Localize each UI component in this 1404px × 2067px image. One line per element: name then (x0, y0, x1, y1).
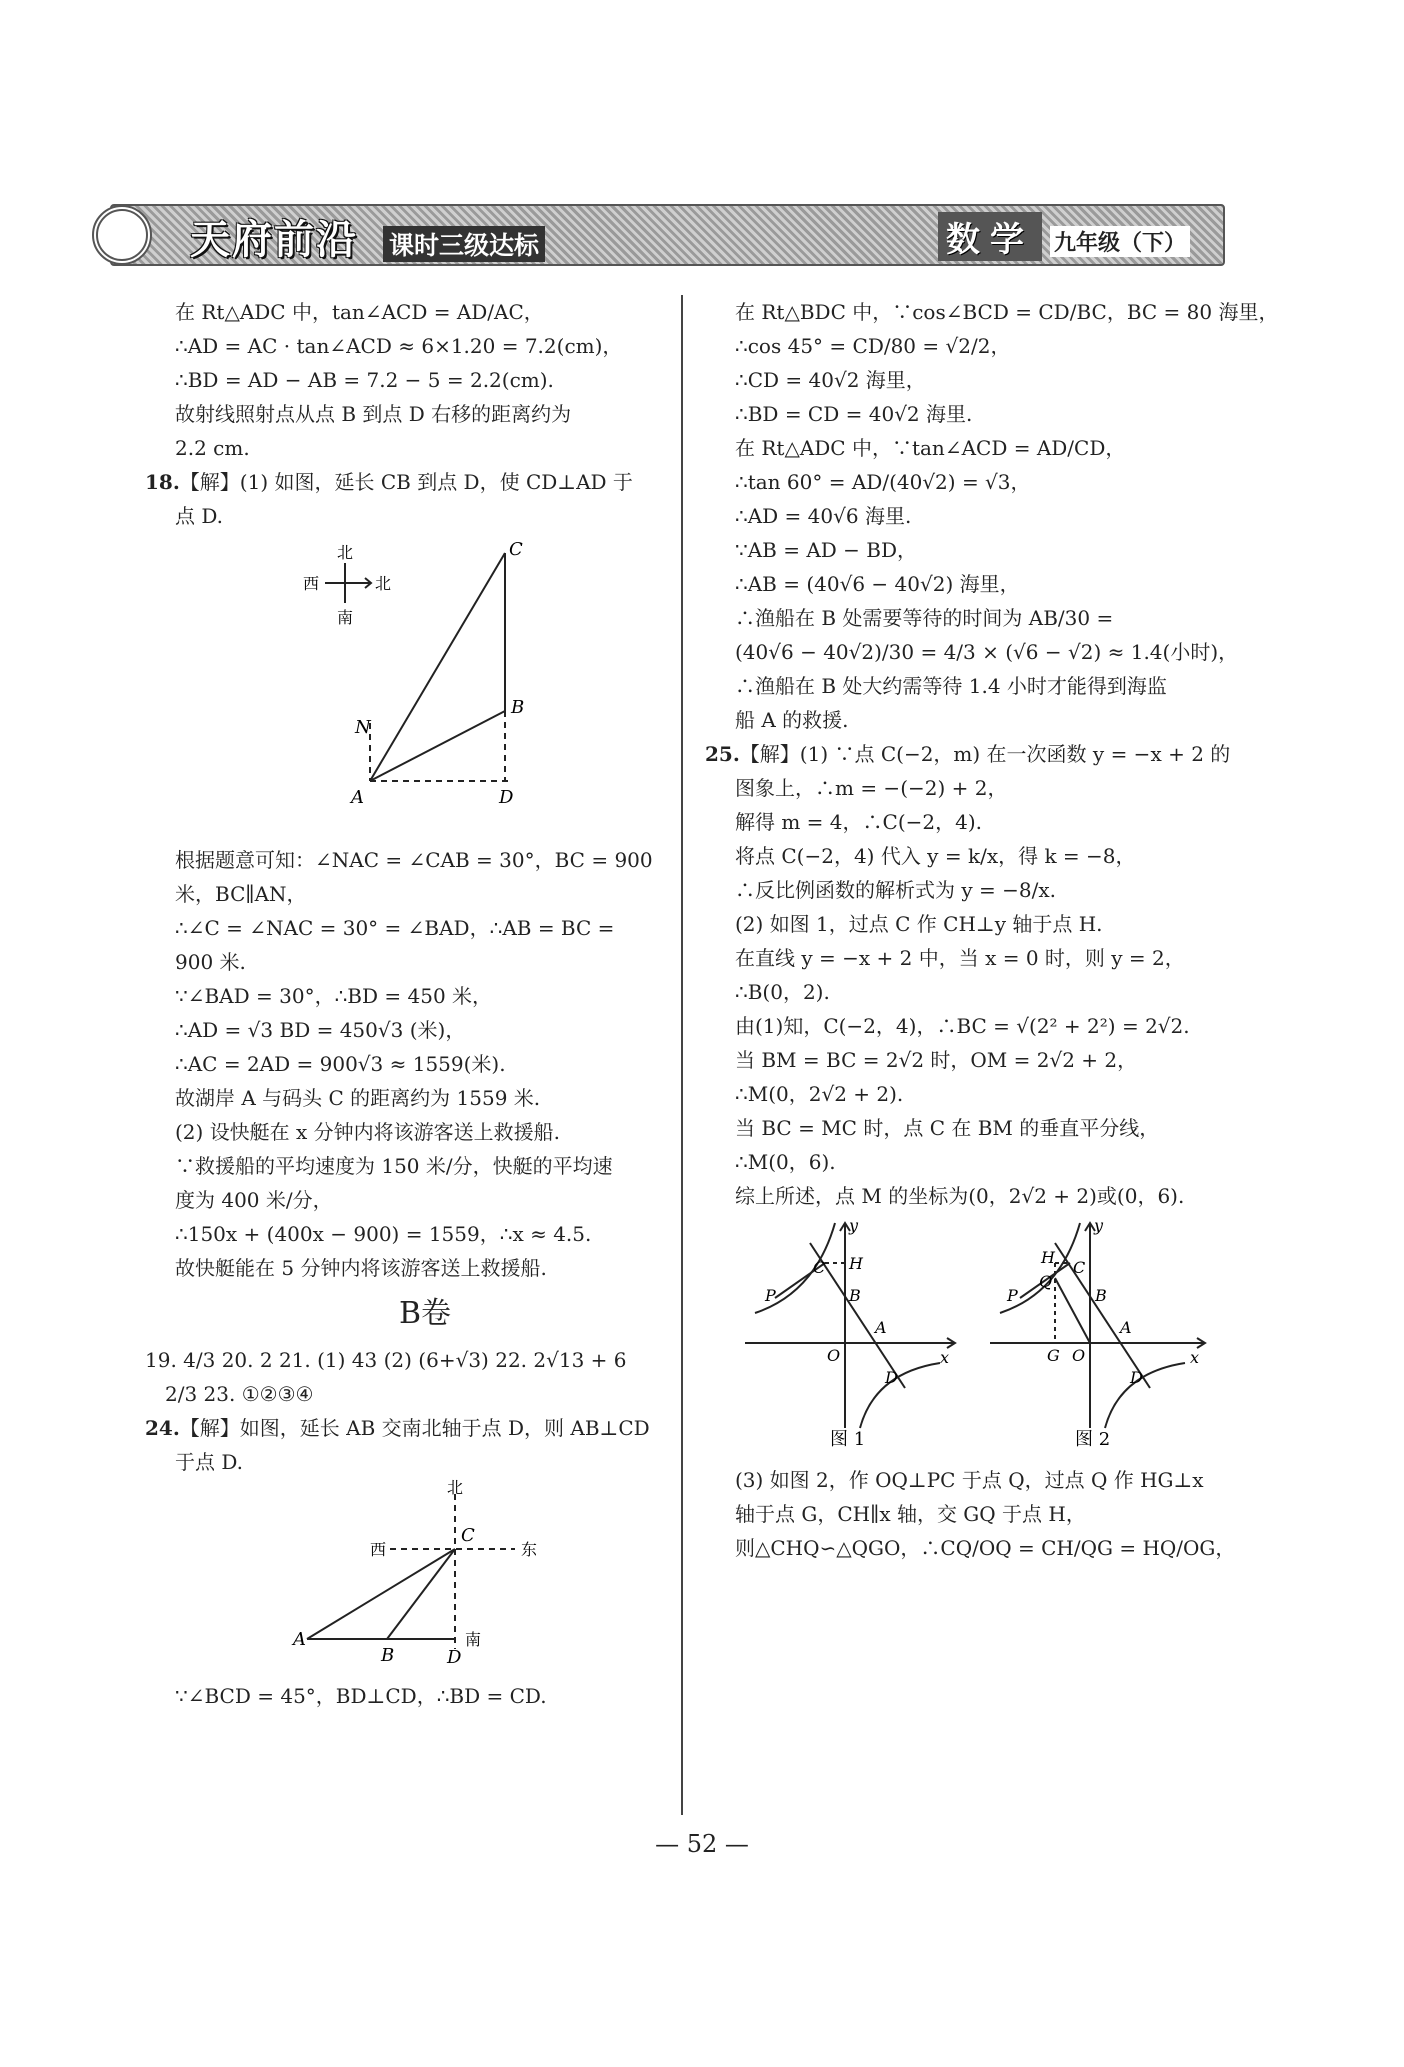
page-number: — 52 — (655, 1830, 749, 1858)
point-g-label: G (1047, 1346, 1060, 1365)
text-line: ∴∠C = ∠NAC = 30° = ∠BAD，∴AB = BC = (175, 916, 615, 940)
text-line: ∴tan 60° = AD/(40√2) = √3， (735, 470, 1031, 494)
text-line: 在 Rt△ADC 中，tan∠ACD = AD/AC， (175, 300, 544, 324)
answers-line: 19. 4/3 20. 2 21. (1) 43 (2) (6+√3) 22. 2√13 + 6 (145, 1348, 627, 1372)
question-number: 18. (145, 470, 180, 494)
right-column (705, 295, 1279, 1565)
text-line: ∵∠BAD = 30°，∴BD = 450 米， (175, 984, 493, 1008)
point-b-label: B (511, 697, 525, 718)
point-a-label: A (875, 1318, 887, 1337)
point-b-label: B (381, 1645, 395, 1666)
compass-east-label: 北 (375, 574, 392, 593)
text-line: ∴渔船在 B 处大约需等待 1.4 小时才能得到海监 (735, 674, 1167, 698)
question-25 (705, 737, 1235, 771)
text-line: (2) 如图 1，过点 C 作 CH⊥y 轴于点 H. (735, 912, 1103, 936)
text-line: 综上所述，点 M 的坐标为(0，2√2 + 2)或(0，6). (735, 1184, 1185, 1208)
figure-2-caption: 图 2 (1075, 1429, 1111, 1450)
text-line: 【解】(1) 如图，延长 CB 到点 D，使 CD⊥AD 于 (179, 470, 633, 494)
text-line: ∴B(0，2). (735, 980, 830, 1004)
text-line: ∴AB = (40√6 − 40√2) 海里， (735, 572, 1020, 596)
left-column (145, 295, 675, 1713)
text-line: 根据题意可知：∠NAC = ∠CAB = 30°，BC = 900 (175, 848, 653, 872)
text-line: 轴于点 G，CH∥x 轴，交 GQ 于点 H， (735, 1502, 1086, 1526)
figure-18 (175, 533, 675, 833)
point-d-label: D (447, 1647, 462, 1668)
answers-line: 2/3 23. ①②③④ (165, 1382, 314, 1406)
text-line: ∴CD = 40√2 海里， (735, 368, 926, 392)
compass-west-label: 西 (303, 574, 320, 593)
text-line: ∴渔船在 B 处需要等待的时间为 AB/30 = (735, 606, 1114, 630)
point-h-label: H (849, 1254, 863, 1273)
text-line: 【解】(1) ∵点 C(−2，m) 在一次函数 y = −x + 2 的 (739, 742, 1231, 766)
axis-y-label: y (1094, 1216, 1104, 1235)
axis-x-label: x (940, 1348, 950, 1367)
text-line: ∵救援船的平均速度为 150 米/分，快艇的平均速 (175, 1154, 613, 1178)
text-line: 解得 m = 4，∴C(−2，4). (735, 810, 982, 834)
text-line: 故快艇能在 5 分钟内将该游客送上救援船. (175, 1256, 547, 1280)
point-d-label: D (1130, 1368, 1143, 1387)
text-line: 2.2 cm. (175, 436, 250, 460)
question-24 (145, 1411, 675, 1445)
text-line: 在 Rt△ADC 中，∵tan∠ACD = AD/CD， (735, 436, 1126, 460)
text-line: 在 Rt△BDC 中，∵cos∠BCD = CD/BC，BC = 80 海里， (735, 300, 1279, 324)
text-line: ∴M(0，6). (735, 1150, 836, 1174)
text-line: 900 米. (175, 950, 246, 974)
text-line: (40√6 − 40√2)/30 = 4/3 × (√6 − √2) ≈ 1.4(小时)， (735, 640, 1239, 664)
brand-title: 天府前沿 (190, 217, 358, 263)
text-line: ∴150x + (400x − 900) = 1559，∴x ≈ 4.5. (175, 1222, 592, 1246)
text-line: 当 BM = BC = 2√2 时，OM = 2√2 + 2， (735, 1048, 1138, 1072)
compass-west-label: 西 (370, 1540, 387, 1559)
text-line: (3) 如图 2，作 OQ⊥PC 于点 Q，过点 Q 作 HG⊥x (735, 1468, 1204, 1492)
text-line: 度为 400 米/分， (175, 1188, 333, 1212)
text-line: 【解】如图，延长 AB 交南北轴于点 D，则 AB⊥CD (179, 1416, 650, 1440)
logo-icon (92, 205, 152, 265)
text-line: 由(1)知，C(−2，4)，∴BC = √(2² + 2²) = 2√2. (735, 1014, 1190, 1038)
point-c-label: C (1073, 1258, 1086, 1277)
point-c-label: C (509, 539, 523, 560)
text-line: ∴BD = CD = 40√2 海里. (735, 402, 973, 426)
text-line: ∴反比例函数的解析式为 y = −8/x. (735, 878, 1056, 902)
text-line: ∵∠BCD = 45°，BD⊥CD，∴BD = CD. (175, 1684, 547, 1708)
axis-x-label: x (1190, 1348, 1200, 1367)
figure-25 (735, 1213, 1235, 1453)
grade-label: 九年级（下） (1050, 226, 1190, 257)
point-b-label: B (1095, 1286, 1107, 1305)
question-number: 24. (145, 1416, 180, 1440)
question-number: 25. (705, 742, 740, 766)
text-line: 在直线 y = −x + 2 中，当 x = 0 时，则 y = 2， (735, 946, 1185, 970)
text-line: (2) 设快艇在 x 分钟内将该游客送上救援船. (175, 1120, 561, 1144)
text-line: 于点 D. (175, 1450, 244, 1474)
point-p-label: P (1007, 1286, 1018, 1305)
origin-label: O (827, 1346, 841, 1365)
figure-24 (175, 1479, 675, 1669)
text-line: ∴cos 45° = CD/80 = √2/2， (735, 334, 1011, 358)
axis-y-label: y (849, 1216, 859, 1235)
text-line: 图象上，∴m = −(−2) + 2， (735, 776, 1008, 800)
text-line: ∴AD = 40√6 海里. (735, 504, 912, 528)
subject-label: 数学 (938, 212, 1042, 261)
point-c-label: C (813, 1258, 826, 1277)
point-d-label: D (499, 787, 514, 808)
brand-subtitle: 课时三级达标 (383, 226, 545, 262)
text-line: ∴AD = √3 BD = 450√3 (米)， (175, 1018, 466, 1042)
point-d-label: D (885, 1368, 898, 1387)
text-line: ∴AD = AC · tan∠ACD ≈ 6×1.20 = 7.2(cm)， (175, 334, 623, 358)
text-line: 故湖岸 A 与码头 C 的距离约为 1559 米. (175, 1086, 541, 1110)
origin-label: O (1072, 1346, 1086, 1365)
compass-north-label: 北 (447, 1479, 464, 1497)
text-line: ∵AB = AD − BD， (735, 538, 918, 562)
point-p-label: P (765, 1286, 776, 1305)
column-divider (681, 295, 683, 1815)
section-heading: B卷 (398, 1296, 452, 1331)
text-line: 船 A 的救援. (735, 708, 849, 732)
point-b-label: B (849, 1286, 861, 1305)
text-line: 点 D. (175, 504, 224, 528)
text-line: ∴AC = 2AD = 900√3 ≈ 1559(米). (175, 1052, 506, 1076)
point-a-label: A (293, 1629, 306, 1650)
text-line: 当 BC = MC 时，点 C 在 BM 的垂直平分线， (735, 1116, 1160, 1140)
compass-south-label: 南 (465, 1630, 482, 1649)
compass-south-label: 南 (337, 608, 354, 627)
text-line: ∴BD = AD − AB = 7.2 − 5 = 2.2(cm). (175, 368, 554, 392)
point-q-label: Q (1039, 1272, 1053, 1291)
text-line: 故射线照射点从点 B 到点 D 右移的距离约为 (175, 402, 572, 426)
text-line: 将点 C(−2，4) 代入 y = k/x，得 k = −8， (735, 844, 1136, 868)
point-a-label: A (351, 787, 364, 808)
question-18 (145, 465, 675, 499)
figure-1-caption: 图 1 (830, 1429, 866, 1450)
text-line: 则△CHQ∽△QGO，∴CQ/OQ = CH/QG = HQ/OG， (735, 1536, 1236, 1560)
compass-north-label: 北 (337, 543, 354, 562)
text-line: ∴M(0，2√2 + 2). (735, 1082, 904, 1106)
point-h-label: H (1041, 1248, 1055, 1267)
point-n-label: N (355, 717, 371, 738)
compass-east-label: 东 (521, 1540, 538, 1559)
point-a-label: A (1120, 1318, 1132, 1337)
text-line: 米，BC∥AN， (175, 882, 307, 906)
point-c-label: C (461, 1525, 475, 1546)
